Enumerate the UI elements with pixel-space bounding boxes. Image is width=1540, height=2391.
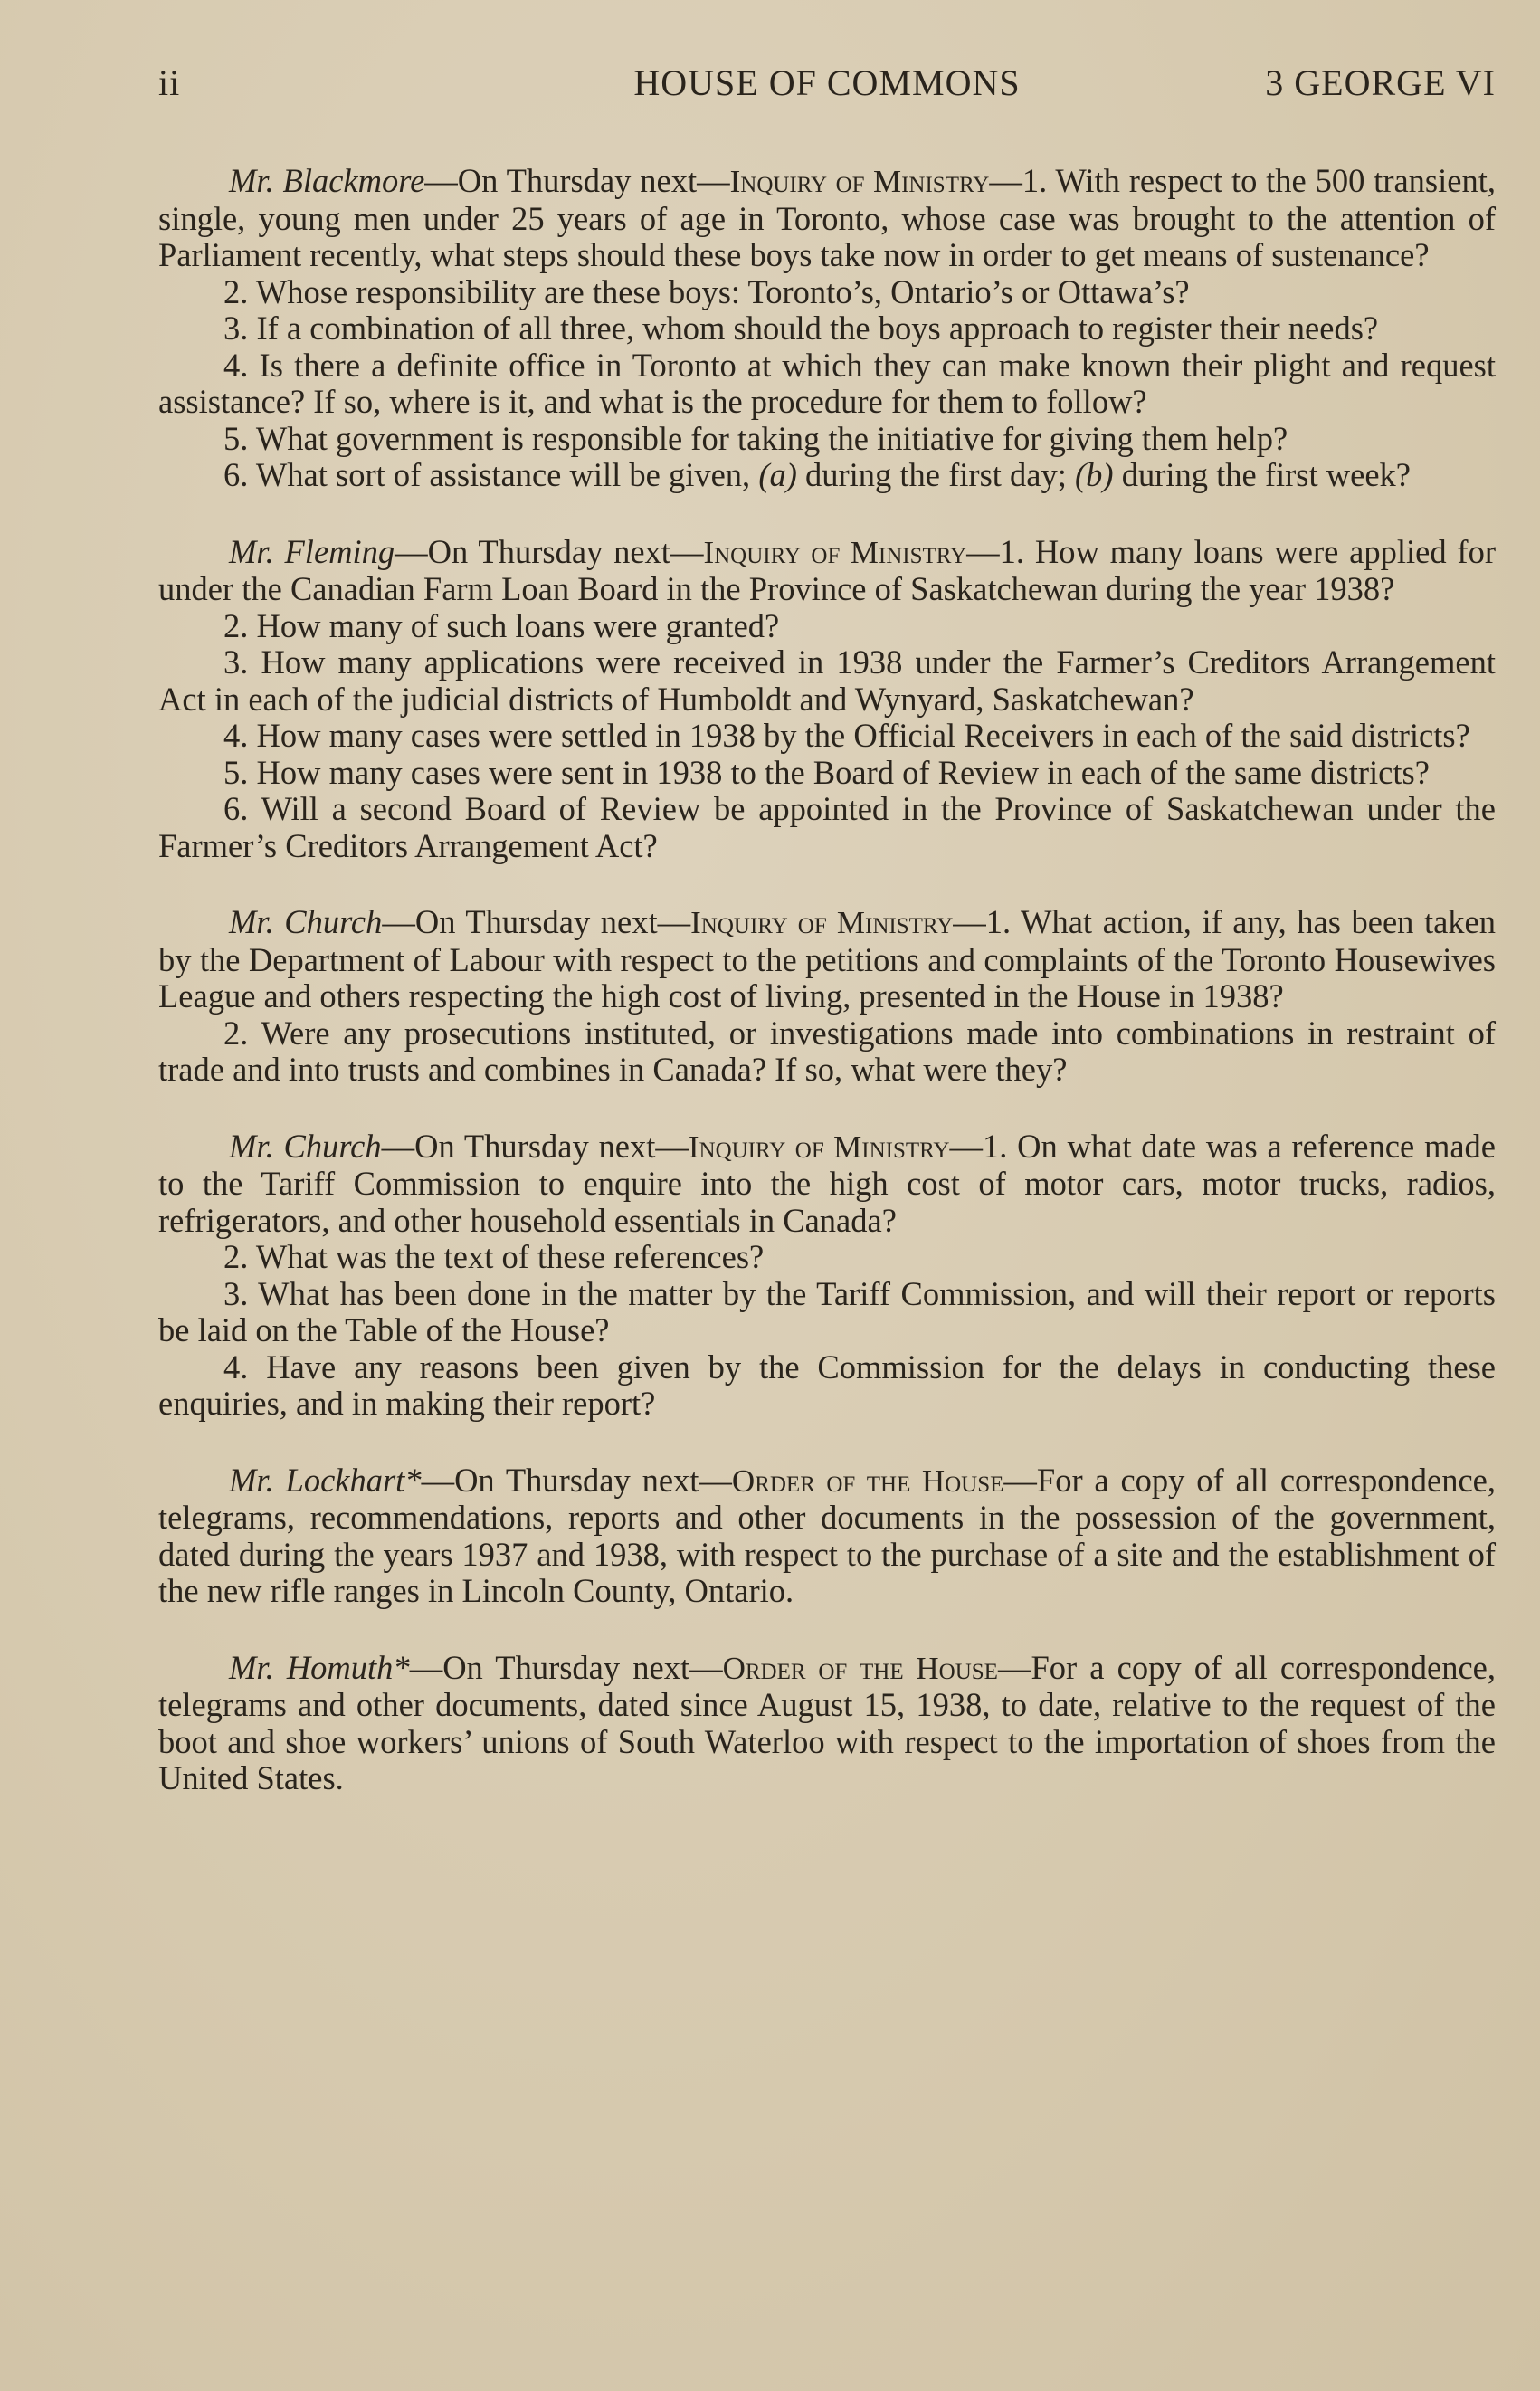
question-text: —1. How many loans were applied for under the Canadian Farm Loan Board in the Province of Saskatchewan during the year 1938? [158,532,1496,607]
notice-paragraph [158,534,1496,608]
member-name: Mr. Church [229,1127,382,1165]
notice-paragraph [158,904,1496,1015]
sub-question: 4. How many cases were settled in 1938 by the Official Receivers in each of the said districts? [223,717,1470,754]
notices-body [158,163,1496,1837]
notice-kind: Inquiry of Ministry [690,905,954,940]
member-name: Mr. Lockhart* [229,1461,422,1499]
notice-intro: —On Thursday next— [395,532,704,570]
sub-question: 2. Whose responsibility are these boys: Toronto’s, Ontario’s or Ottawa’s? [223,272,1190,310]
sub-question: 5. How many cases were sent in 1938 to the Board of Review in each of the same districts? [223,753,1430,791]
sub-question: 6. Will a second Board of Review be appointed in the Province of Saskatchewan under the Farmer’s Creditors Arrangement Act? [158,790,1496,864]
sub-question-part: during the first week? [1113,456,1411,493]
sub-question: 2. What was the text of these references? [223,1238,765,1275]
notice-intro: —On Thursday next— [381,1127,689,1165]
sub-question: 3. If a combination of all three, whom should the boys approach to register their needs? [223,310,1379,347]
sub-question: 4. Is there a definite office in Toronto at which they can make known their plight and request assistance? If so, where is it, and what is the procedure for them to follow? [158,346,1496,420]
sub-question-part: (a) [758,456,797,493]
member-name: Mr. Blackmore [229,162,425,199]
page-number: ii [158,62,181,103]
member-name: Mr. Homuth* [229,1648,410,1686]
notice-intro: —On Thursday next— [409,1648,723,1686]
notice-entry [158,534,1496,865]
sub-question: 4. Have any reasons been given by the Commission for the delays in conducting these enquiries, and in making their report? [158,1348,1496,1422]
sub-question: 5. What government is responsible for taking the initiative for giving them help? [223,419,1288,457]
notice-paragraph [158,163,1496,274]
member-name: Mr. Church [229,903,383,940]
question-text: —For a copy of all correspondence, telegrams and other documents, dated since August 15, 1938, to date, relative to the request of the boot and shoe workers’ unions of South Waterloo with respect to the importation of shoes from the United States. [158,1648,1496,1796]
notice-entry [158,163,1496,494]
notice-paragraph [158,1462,1496,1610]
sub-question: 2. How many of such loans were granted? [223,606,780,644]
notice-intro: —On Thursday next— [382,903,691,940]
notice-entry [158,1129,1496,1423]
sub-question: 2. Were any prosecutions instituted, or investigations made into combinations in restraint of trade and into trusts and combines in Canada? If so, what were they? [158,1014,1496,1088]
sub-question-part: 6. What sort of assistance will be given, [223,456,759,493]
notice-intro: —On Thursday next— [424,162,730,199]
notice-kind: Order of the House [722,1650,998,1686]
notice-kind: Order of the House [731,1462,1004,1499]
notice-paragraph [158,1650,1496,1797]
sub-question-part: during the first day; [796,456,1076,493]
question-text: —1. On what date was a reference made to the Tariff Commission to enquire into the high cost of motor cars, motor trucks, radios, refrigerators, and other household essentials in Canada? [158,1127,1496,1239]
running-title: HOUSE OF COMMONS [633,62,1021,103]
member-name: Mr. Fleming [229,532,395,570]
sub-question-part: (b) [1075,456,1114,493]
notice-intro: —On Thursday next— [421,1461,732,1499]
notice-entry [158,1462,1496,1610]
page-header [158,62,1496,116]
notice-kind: Inquiry of Ministry [688,1129,950,1165]
sub-question: 3. How many applications were received in 1938 under the Farmer’s Creditors Arrangement Act in each of the judicial districts of Humboldt and Wynyard, Saskatchewan? [158,643,1496,718]
question-text: —For a copy of all correspondence, telegrams, recommendations, reports and other documents in the possession of the government, dated during the years 1937 and 1938, with respect to the purchase of a site and the establishment of the new rifle ranges in Lincoln County, Ontario. [158,1461,1496,1609]
question-text: —1. With respect to the 500 transient, single, young men under 25 years of age in Toronto, whose case was brought to the attention of Parliament recently, what steps should these boys take now in order to get means of sustenance? [158,162,1496,273]
question-text: —1. What action, if any, has been taken by the Department of Labour with respect to the petitions and complaints of the Toronto Housewives League and others respecting the high cost of living, presented in the House in 1938? [158,903,1496,1015]
notice-paragraph [158,1129,1496,1240]
notice-entry [158,904,1496,1089]
notice-kind: Inquiry of Ministry [729,164,990,199]
session-label: 3 GEORGE VI [1265,62,1496,103]
notice-kind: Inquiry of Ministry [703,534,967,570]
sub-question: 3. What has been done in the matter by the Tariff Commission, and will their report or reports be laid on the Table of the House? [158,1274,1496,1348]
notice-entry [158,1650,1496,1797]
sub-question [158,457,1496,494]
